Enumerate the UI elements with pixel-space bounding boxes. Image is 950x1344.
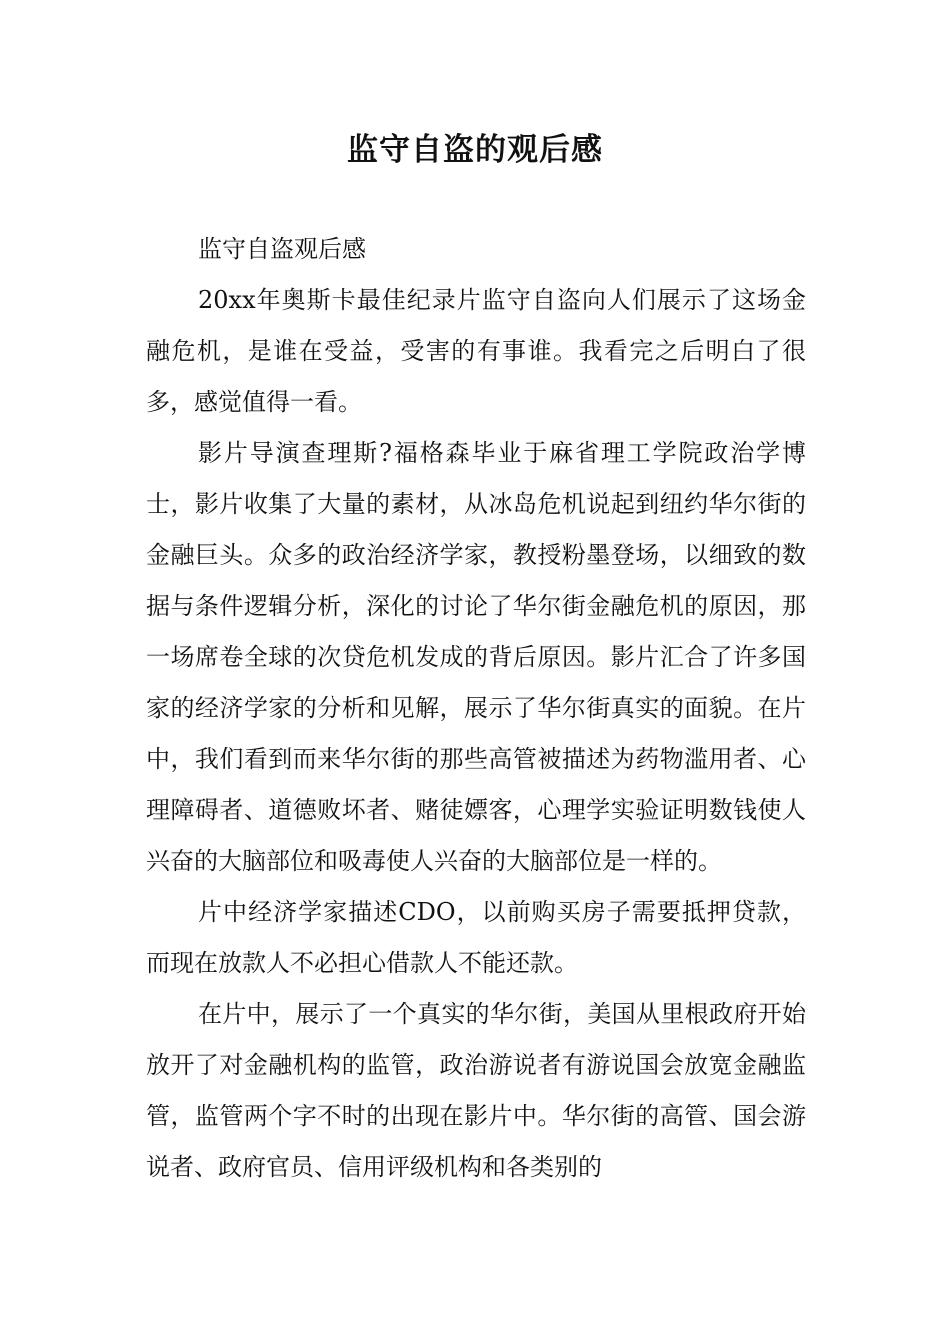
paragraph: 片中经济学家描述CDO，以前购买房子需要抵押贷款，而现在放款人不必担心借款人不能还款。 [146, 898, 806, 977]
paragraph: 影片导演查理斯?福格森毕业于麻省理工学院政治学博士，影片收集了大量的素材，从冰岛危机说起到纽约华尔街的金融巨头。众多的政治经济学家，教授粉墨登场，以细致的数据与条件逻辑分析，深化的讨论了华尔街金融危机的原因，那一场席卷全球的次贷危机发成的背后原因。影片汇合了许多国家的经济学家的分析和见解，展示了华尔街真实的面貌。在片中，我们看到而来华尔街的那些高管被描述为药物滥用者、心理障碍者、道德败坏者、赌徒嫖客，心理学实验证明数钱使人兴奋的大脑部位和吸毒使人兴奋的大脑部位是一样的。 [146, 439, 806, 875]
document-title: 监守自盗的观后感 [347, 132, 603, 168]
paragraph: 在片中，展示了一个真实的华尔街，美国从里根政府开始放开了对金融机构的监管，政治游说者有游说国会放宽金融监管，监管两个字不时的出现在影片中。华尔街的高管、国会游说者、政府官员、信用评级机构和各类别的 [146, 1000, 806, 1181]
paragraph: 20xx年奥斯卡最佳纪录片监守自盗向人们展示了这场金融危机，是谁在受益，受害的有事谁。我看完之后明白了很多，感觉值得一看。 [146, 286, 806, 416]
document-body [146, 224, 806, 1193]
paragraph-subtitle: 监守自盗观后感 [198, 235, 366, 263]
